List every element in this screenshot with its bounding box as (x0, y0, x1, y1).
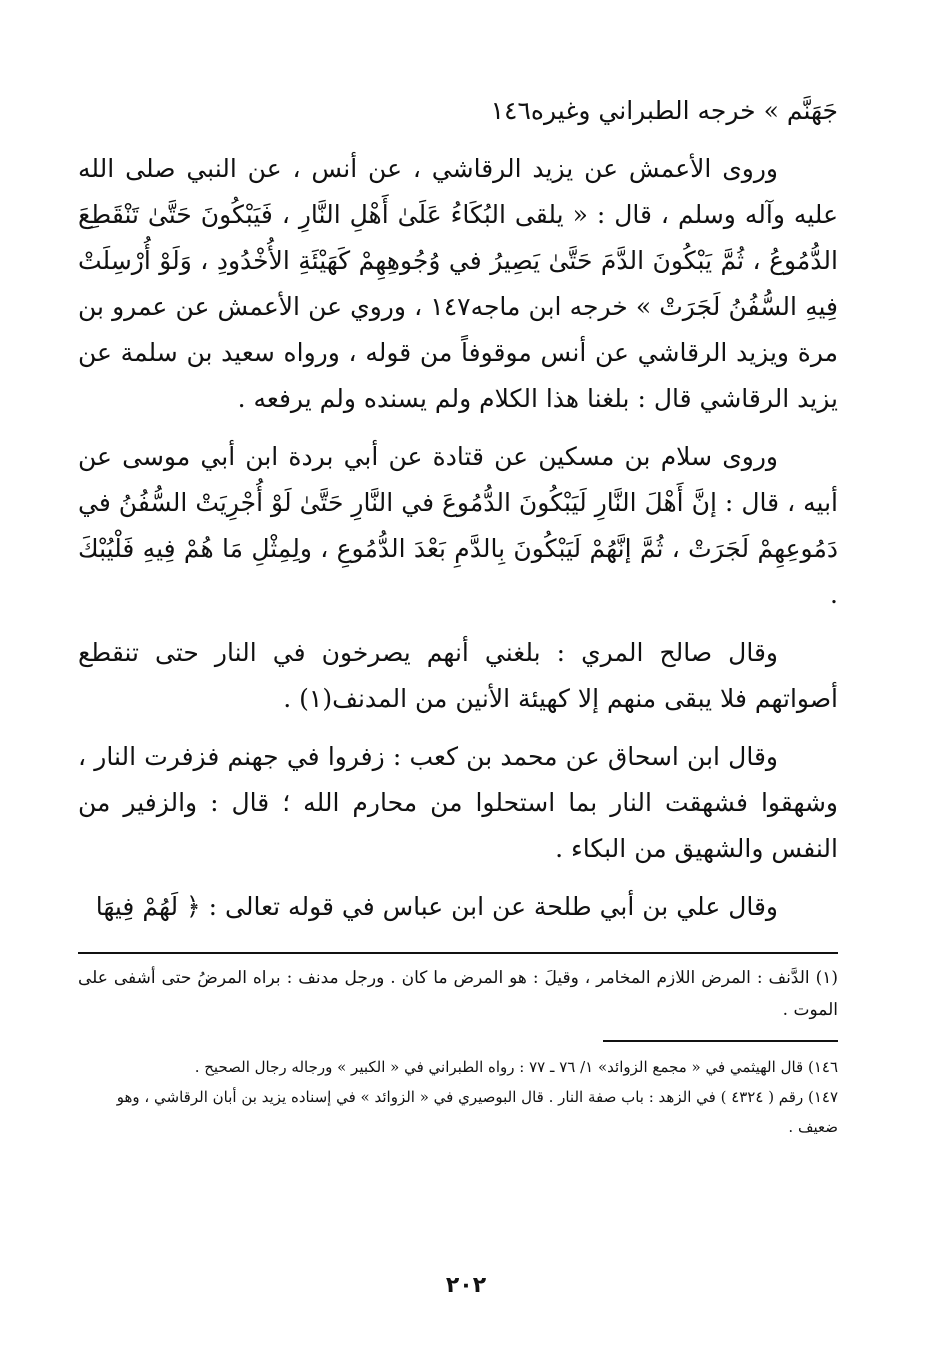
paragraph-continuation: جَهَنَّم » خرجه الطبراني وغيره١٤٦ (490, 96, 838, 125)
note-146: ١٤٦) قال الهيثمي في « مجمع الزوائد» ١/ ٧٦ ـ ٧٧ : رواه الطبراني في « الكبير » ورجاله رجال الصحيح . (194, 1058, 838, 1076)
footnote-1: (١) الدَّنف : المرض اللازم المخامر ، وقيلَ : هو المرض ما كان . ورجل مدنف : براه المرضُ حتى أشفى على الموت . (78, 968, 838, 1020)
paragraph-ibn-ishaq-narration: وقال ابن اسحاق عن محمد بن كعب : زفروا في جهنم فزفرت النار ، وشهقوا فشهقت النار بما استحلوا من محارم الله ؛ قال : والزفير من النفس والشهيق من البكاء . (78, 742, 838, 863)
paragraph-salih-narration: وقال صالح المري : بلغني أنهم يصرخون في النار حتى تنقطع أصواتهم فلا يبقى منهم إلا كهيئة الأنين من المدنف(١) . (78, 638, 838, 713)
paragraph-amash-narration: وروى الأعمش عن يزيد الرقاشي ، عن أنس ، عن النبي صلى الله عليه وآله وسلم ، قال : « يلقى البُكَاءُ عَلَىٰ أَهْلِ النَّارِ ، فَيَبْكُونَ حَتَّىٰ تَنْقَطِعَ الدُّمُوعُ ، ثُمَّ يَبْكُونَ الدَّمَ حَتَّىٰ يَصِيرُ في وُجُوهِهِمْ كَهَيْئَةِ الأُخْدُودِ ، وَلَوْ أُرْسِلَتْ فِيهِ السُّفُنُ لَجَرَتْ » خرجه ابن ماجه١٤٧ ، وروي عن الأعمش عن عمرو بن مرة ويزيد الرقاشي عن أنس موقوفاً من قوله ، ورواه سعيد بن سلمة عن يزيد الرقاشي قال : بلغنا هذا الكلام ولم يسنده ولم يرفعه . (78, 154, 838, 413)
editor-notes (78, 1052, 838, 1142)
paragraph-sallam-narration: وروى سلام بن مسكين عن قتادة عن أبي بردة ابن أبي موسى عن أبيه ، قال : إنَّ أَهْلَ النَّارِ لَيَبْكُونَ الدُّمُوعَ في النَّارِ حَتَّىٰ لَوْ أُجْرِيَتْ السُّفُنُ في دَمُوعِهِمْ لَجَرَتْ ، ثُمَّ إنَّهُمْ لَيَبْكُونَ بِالدَّمِ بَعْدَ الدُّمُوعِ ، ولِمِثْلِ مَا هُمْ فِيهِ فَلْيُبْكَ . (78, 442, 838, 609)
main-text (78, 88, 838, 930)
paragraph-ali-narration: وقال علي بن أبي طلحة عن ابن عباس في قوله تعالى : ﴿ لَهُمْ فِيهَا (95, 892, 778, 921)
page-number: ٢٠٢ (445, 1273, 487, 1298)
book-page (78, 88, 838, 1328)
note-147: ١٤٧) رقم ( ٤٣٢٤ ) في الزهد : باب صفة النار . قال البوصيري في « الزوائد » في إسناده يزيد بن أبان الرقاشي ، وهو ضعيف . (116, 1088, 838, 1136)
footnote-divider (78, 952, 838, 954)
notes-divider (603, 1040, 838, 1042)
